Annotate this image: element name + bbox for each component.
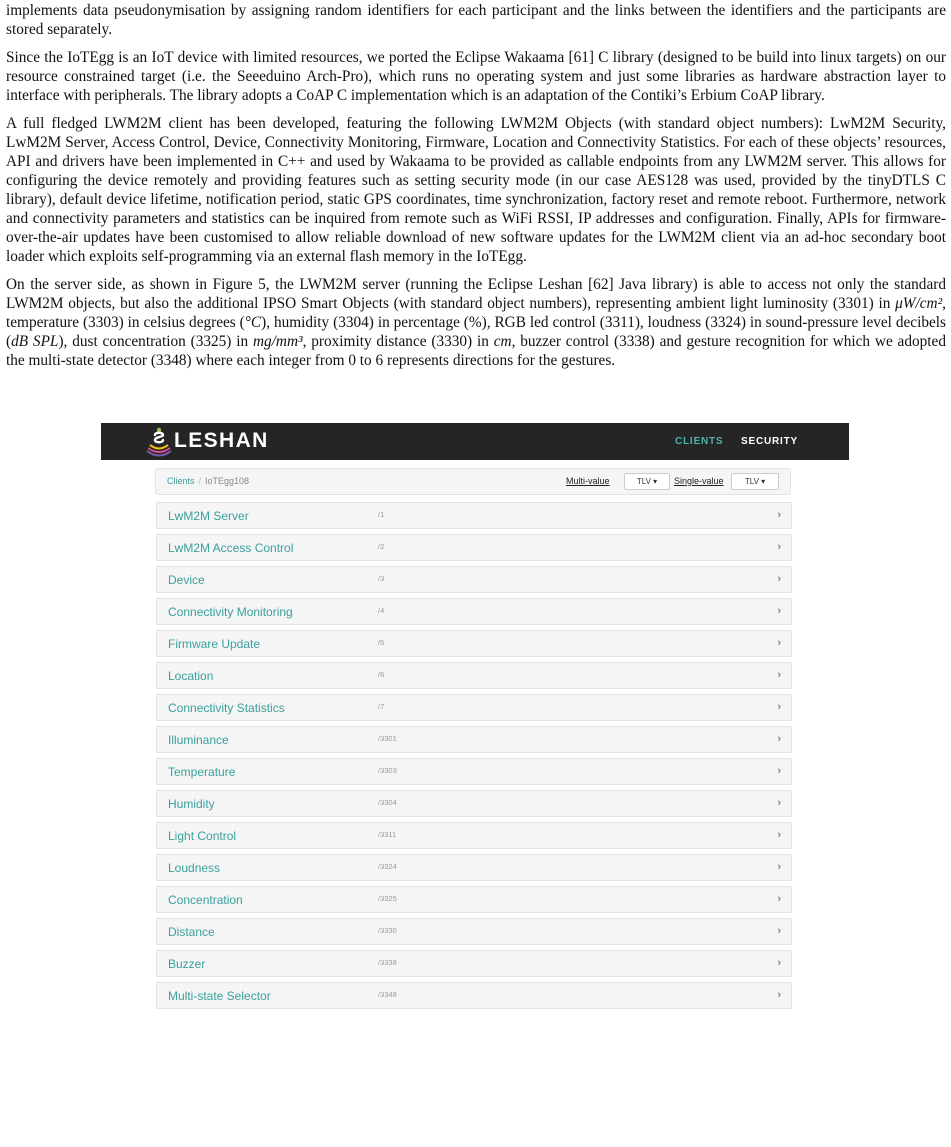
object-path: /3 [378, 574, 385, 583]
object-path: /3325 [378, 894, 397, 903]
object-path: /5 [378, 638, 385, 647]
paragraph-3: A full fledged LWM2M client has been developed, featuring the following LWM2M Objects (with standard object numbers): LwM2M Security, LwM2M Server, Access Control, Device, Connectivity Monitoring, Firmware, Location and Connectivity Statistics. For each of these objects’ resources, API and drivers have been implemented in C++ and used by Wakaama to be provided as callable endpoints from any LWM2M server. This allows for configuring the device remotely and providing features such as setting security mode (in our case AES128 was used, provided by the tinyDTLS C library), default device lifetime, notification period, static GPS coordinates, time synchronization, factory reset and remote reboot. Furthermore, network and connectivity parameters and statistics can be inquired from remote such as WiFi RSSI, IP addresses and configuration. Finally, APIs for firmware-over-the-air updates have been customised to allow reliable download of new software updates for the LWM2M client via an ad-hoc secondary boot loader which exploits self-programming via an external flash memory in the IoTEgg. [6, 115, 946, 265]
object-name: Distance [168, 925, 215, 939]
object-row[interactable] [156, 726, 792, 753]
object-name: Temperature [168, 765, 236, 779]
chevron-right-icon: › [777, 509, 781, 521]
breadcrumb-bar [155, 468, 791, 495]
math-unit: °C [244, 314, 262, 331]
chevron-right-icon: › [777, 637, 781, 649]
object-path: /3348 [378, 990, 397, 999]
object-row[interactable] [156, 918, 792, 945]
object-row[interactable] [156, 630, 792, 657]
single-value-format-select[interactable]: TLV ▾ [731, 473, 779, 490]
object-row[interactable] [156, 822, 792, 849]
object-row[interactable] [156, 566, 792, 593]
breadcrumb-clients-link[interactable]: Clients [167, 476, 195, 486]
object-name: Loudness [168, 861, 221, 875]
chevron-right-icon: › [777, 925, 781, 937]
object-row[interactable] [156, 598, 792, 625]
object-name: Connectivity Statistics [168, 701, 285, 715]
navbar [101, 423, 849, 460]
object-name: LwM2M Server [168, 509, 249, 523]
math-unit: μW/cm² [895, 295, 943, 312]
object-path: /7 [378, 702, 385, 711]
paragraph-4-part: , proximity distance (3330) in [302, 333, 494, 350]
object-name: Device [168, 573, 205, 587]
chevron-right-icon: › [777, 957, 781, 969]
single-value-label: Single-value [674, 476, 724, 486]
object-row[interactable] [156, 662, 792, 689]
paragraph-4 [6, 275, 946, 370]
paragraph-4-part: ), dust concentration (3325) in [58, 333, 253, 350]
paragraph-4-part: , temperature (3303) in celsius degrees ( [6, 295, 946, 331]
nav-clients-link[interactable]: CLIENTS [675, 436, 724, 447]
leshan-screenshot-figure [101, 423, 849, 1147]
chevron-right-icon: › [777, 765, 781, 777]
multi-value-format-select[interactable]: TLV ▾ [624, 473, 670, 490]
leshan-logo-text: LESHAN [174, 429, 269, 452]
chevron-right-icon: › [777, 541, 781, 553]
object-name: Multi-state Selector [168, 989, 271, 1003]
object-row[interactable] [156, 534, 792, 561]
object-path: /3303 [378, 766, 397, 775]
object-name: Firmware Update [168, 637, 261, 651]
object-row[interactable] [156, 886, 792, 913]
object-path: /3338 [378, 958, 397, 967]
math-unit: mg/mm³ [252, 333, 303, 350]
object-row[interactable] [156, 502, 792, 529]
object-path: /3324 [378, 862, 397, 871]
paragraph-4-part: ), humidity (3304) in percentage (%), RGB led control (3311), loudness (3324) in sound-pressure level decibels ( [6, 314, 946, 350]
breadcrumb [167, 476, 249, 486]
breadcrumb-separator: / [198, 476, 202, 486]
object-name: Humidity [168, 797, 215, 811]
object-row[interactable] [156, 950, 792, 977]
paragraph-4-part: , buzzer control (3338) and gesture recognition for which we adopted the multi-state detector (3348) where each integer from 0 to 6 represents directions for the gestures. [6, 333, 946, 369]
multi-value-label: Multi-value [566, 476, 610, 486]
object-path: /3311 [378, 830, 397, 839]
object-row[interactable] [156, 694, 792, 721]
object-row[interactable] [156, 758, 792, 785]
object-name: Illuminance [168, 733, 229, 747]
breadcrumb-current: IoTEgg108 [205, 476, 250, 486]
object-name: Buzzer [168, 957, 206, 971]
leshan-logo-icon [146, 427, 172, 457]
object-path: /3304 [378, 798, 397, 807]
object-name: Location [168, 669, 214, 683]
object-name: Connectivity Monitoring [168, 605, 293, 619]
object-name: Light Control [168, 829, 237, 843]
math-unit: dB SPL [11, 333, 59, 350]
object-row[interactable] [156, 854, 792, 881]
chevron-right-icon: › [777, 701, 781, 713]
paragraph-2: Since the IoTEgg is an IoT device with limited resources, we ported the Eclipse Wakaama [61] C library (designed to be build into linux targets) on our resource constrained target (i.e. the Seeeduino Arch-Pro), which runs no operating system and just some libraries as hardware abstraction layer to interface with peripherals. The library adopts a CoAP C implementation which is an adaptation of the Contiki’s Erbium CoAP library. [6, 49, 946, 104]
object-row[interactable] [156, 982, 792, 1009]
chevron-right-icon: › [777, 573, 781, 585]
math-unit: cm [493, 333, 512, 350]
object-path: /3330 [378, 926, 397, 935]
chevron-right-icon: › [777, 829, 781, 841]
chevron-right-icon: › [777, 669, 781, 681]
object-path: /4 [378, 606, 385, 615]
object-row[interactable] [156, 790, 792, 817]
nav-security-link[interactable]: SECURITY [741, 436, 798, 447]
chevron-right-icon: › [777, 861, 781, 873]
object-path: /1 [378, 510, 385, 519]
chevron-right-icon: › [777, 733, 781, 745]
chevron-right-icon: › [777, 605, 781, 617]
object-path: /2 [378, 542, 385, 551]
chevron-right-icon: › [777, 989, 781, 1001]
object-name: LwM2M Access Control [168, 541, 294, 555]
object-name: Concentration [168, 893, 243, 907]
chevron-right-icon: › [777, 797, 781, 809]
chevron-right-icon: › [777, 893, 781, 905]
paragraph-1: implements data pseudonymisation by assigning random identifiers for each participant and the links between the identifiers and the participants are stored separately. [6, 2, 946, 38]
body-text [6, 1, 946, 379]
object-path: /6 [378, 670, 385, 679]
object-path: /3301 [378, 734, 397, 743]
paragraph-4-part: On the server side, as shown in Figure 5, the LWM2M server (running the Eclipse Leshan [62] Java library) is able to access not only the standard LWM2M objects, but also the additional IPSO Smart Objects (with standard object numbers), representing ambient light luminosity (3301) in [6, 276, 946, 312]
